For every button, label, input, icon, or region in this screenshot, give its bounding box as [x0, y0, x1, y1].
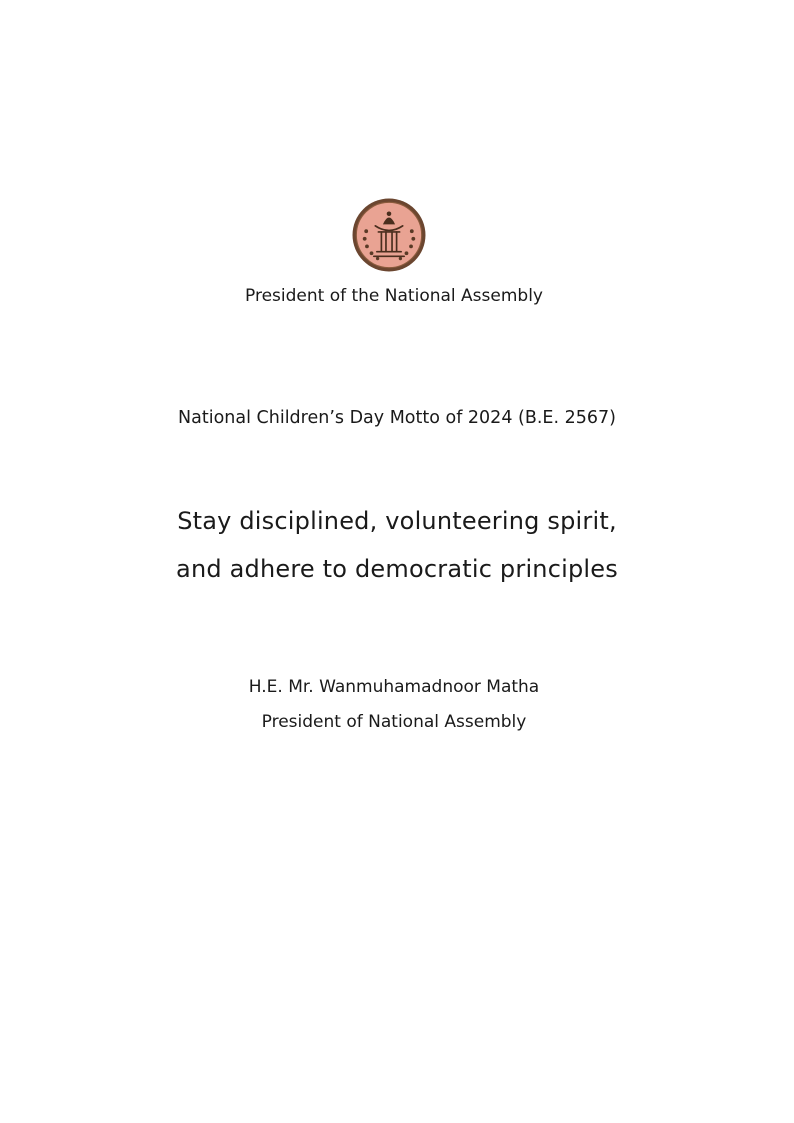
signatory-title: President of National Assembly: [261, 712, 527, 732]
motto-line-1: Stay disciplined, volunteering spirit,: [177, 507, 617, 535]
parliament-seal-icon: [351, 197, 427, 273]
office-title: President of the National Assembly: [245, 286, 543, 306]
motto-line-2: and adhere to democratic principles: [176, 555, 618, 583]
signatory-name: H.E. Mr. Wanmuhamadnoor Matha: [248, 677, 540, 697]
motto-heading: National Children’s Day Motto of 2024 (B.E. 2567): [178, 408, 616, 428]
